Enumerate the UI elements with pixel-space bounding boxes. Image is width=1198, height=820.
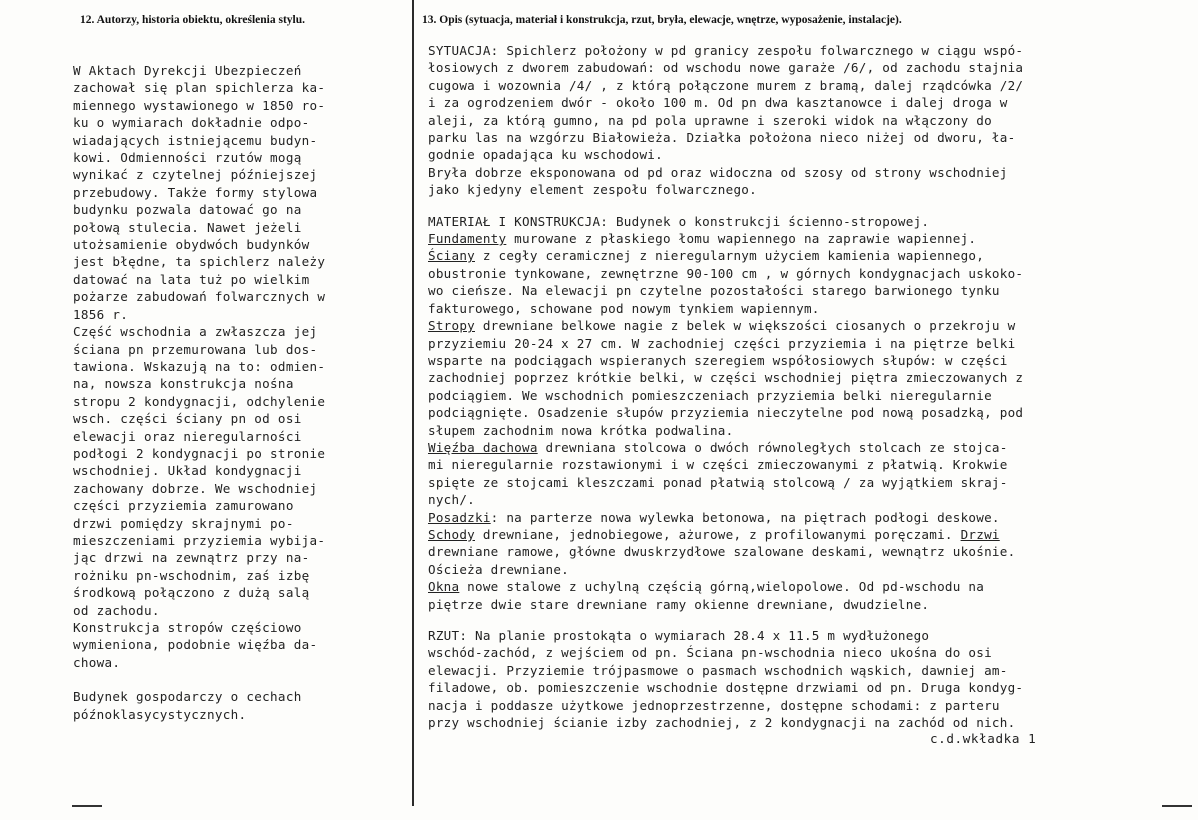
sciany-text: z cegły ceramicznej z nieregularnym użyciem kamienia wapiennego, obustronie tynkowane, zewnętrzne 90-100 cm , w górnych kondygnacjach uskoko- wo cieńsze. Na elewacji pn czytelne pozostałości starego barwionego tynku fakturowego, schowane pod nowym tynkiem wapiennym. <box>428 248 1024 316</box>
drzwi-label: Drzwi <box>960 526 1000 542</box>
rzut-paragraph: RZUT: Na planie prostokąta o wymiarach 28.4 x 11.5 m wydłużonego wschód-zachód, z wejściem od pn. Ściana pn-wschodnia nieco ukośna do osi elewacji. Przyziemie trójpasmowe o pasmach wschodnich wąskich, dawniej am- filadowe, ob. pomieszczenie wschodnie dostępne drzwiami od pn. Druga kondyg- nacja i poddasze użytkowe jednoprzestrzenne, dostępne schodami: z parteru przy wschodniej ścianie izby zachodniej, z 2 kondygnacji na zachód od nich. <box>428 628 1024 731</box>
stropy-text: drewniane belkowe nagie z belek w większości ciosanych o przekroju w przyziemiu 20-24 x 27 cm. W zachodniej części przyziemia i na piętrze belki wsparte na podciągach wspieranych szeregiem współosiowych słupów: w części zachodniej poprzez krótkie belki, w części wschodniej piętra zmieczowanych z podciągiem. We wschodnich pomieszczeniach przyziemia belki nieregularnie podciągnięte. Osadzenie słupów przyziemia nieczytelne pod nową posadzką, pod słupem zachodnim nowa krótka podwalina. <box>428 318 1024 438</box>
posadzki-label: Posadzki <box>428 509 491 525</box>
posadzki-text: : na parterze nowa wylewka betonowa, na piętrach podłogi deskowe. <box>490 509 1000 525</box>
left-column <box>73 62 393 723</box>
fundamenty-paragraph <box>428 230 1180 247</box>
style-paragraph: Budynek gospodarczy o cechach późnoklasycystycznych. <box>73 689 302 722</box>
stropy-paragraph <box>428 317 1180 439</box>
stropy-label: Stropy <box>428 318 475 334</box>
sciany-label: Ściany <box>428 248 475 264</box>
column-divider <box>412 0 414 806</box>
okna-text: nowe stalowe z uchylną częścią górną,wielopolowe. Od pd-wschodu na piętrze dwie stare drewniane ramy okienne drewniane, dwudzielne. <box>428 579 985 612</box>
wiezba-paragraph <box>428 439 1180 509</box>
bottom-right-mark <box>1162 805 1192 807</box>
history-paragraph-2: Część wschodnia a zwłaszcza jej ściana pn przemurowana lub dos- tawiona. Wskazują na to: odmien- na, nowsza konstrukcja nośna stropu 2 kondygnacji, odchylenie wsch. części ściany pn od osi elewacji oraz nieregularności podłogi 2 kondygnacji po stronie wschodniej. Układ kondygnacji zachowany dobrze. We wschodniej części przyziemia zamurowano drzwi pomiędzy skrajnymi po- mieszczeniami przyziemia wybija- jąc drzwi na zewnątrz przy na- rożniku pn-wschodnim, zaś izbę środkową połączono z dużą salą od zachodu. <box>73 324 326 618</box>
section-sytuacja <box>428 42 1180 199</box>
header-authors-history: 12. Autorzy, historia obiektu, określenia stylu. <box>80 14 306 26</box>
wiezba-text: drewniana stolcowa o dwóch równoległych stolcach ze stojca- mi nieregularnie rozstawionymi i w części zmieczowanymi z płatwią. Krokwie spięte ze stojcami kleszczami ponad płatwią stolcową / za wyjątkiem skraj- nych/. <box>428 439 1008 508</box>
fundamenty-text: murowane z płaskiego łomu wapiennego na zaprawie wapiennej. <box>506 231 977 247</box>
schody-drzwi-paragraph <box>428 526 1180 578</box>
sytuacja-paragraph-1: SYTUACJA: Spichlerz położony w pd granicy zespołu folwarcznego w ciągu wspó- łosiowych z dworem zabudowań: od wschodu nowe garaże /6/, od zachodu stajnia cugowa i wozownia /4/ , z którą połączone murem z bramą, dalej rządcówka /2/ i za ogrodzeniem dwór - około 100 m. Od pn dwa kasztanowce i dalej droga w aleji, za którą gumno, na pd pola uprawne i szeroki widok na włączony do parku las na wzgórzu Białowieża. Działka położona nieco niżej od dworu, ła- godnie opadająca ku wschodowi. <box>428 43 1024 163</box>
okna-paragraph <box>428 578 1180 613</box>
drzwi-text: drewniane ramowe, główne dwuskrzydłowe szalowane deskami, wewnątrz ukośnie. Ościeża drewniane. <box>428 544 1016 577</box>
wiezba-label: Więźba dachowa <box>428 439 538 455</box>
sciany-paragraph <box>428 247 1180 317</box>
bottom-left-mark <box>72 805 102 807</box>
section-material <box>428 213 1180 613</box>
history-paragraph-1: W Aktach Dyrekcji Ubezpieczeń zachował się plan spichlerza ka- miennego wystawionego w 1850 ro- ku o wymiarach dokładnie odpo- wiadających istniejącemu budyn- kowi. Odmienności rzutów mogą wynikać z czytelnej późniejszej przebudowy. Także formy stylowa budynku pozwala datować go na połową stulecia. Nawet jeżeli utożsamienie obydwóch budynków jest błędne, ta spichlerz należy datować na lata tuż po wielkim pożarze zabudowań folwarcznych w 1856 r. <box>73 63 326 322</box>
paragraph-gap <box>73 671 393 688</box>
sytuacja-paragraph-2: Bryła dobrze eksponowana od pd oraz widoczna od szosy od strony wschodniej jako kjedyny element zespołu folwarcznego. <box>428 164 1008 198</box>
schody-text: drewniane, jednobiegowe, ażurowe, z profilowanymi poręczami. <box>475 526 961 542</box>
fundamenty-label: Fundamenty <box>428 231 507 247</box>
section-rzut <box>428 627 1180 731</box>
posadzki-paragraph <box>428 509 1180 526</box>
schody-label: Schody <box>428 526 475 542</box>
history-paragraph-3: Konstrukcja stropów częściowo wymieniona, podobnie więźba da- chowa. <box>73 620 318 670</box>
material-intro: MATERIAŁ I KONSTRUKCJA: Budynek o konstrukcji ścienno-stropowej. <box>428 213 930 229</box>
header-description: 13. Opis (sytuacja, materiał i konstrukcja, rzut, bryła, elewacje, wnętrze, wyposażenie, instalacje). <box>422 14 902 26</box>
right-column <box>428 42 1180 731</box>
okna-label: Okna <box>428 579 460 595</box>
continuation-note: c.d.wkładka 1 <box>930 731 1037 746</box>
